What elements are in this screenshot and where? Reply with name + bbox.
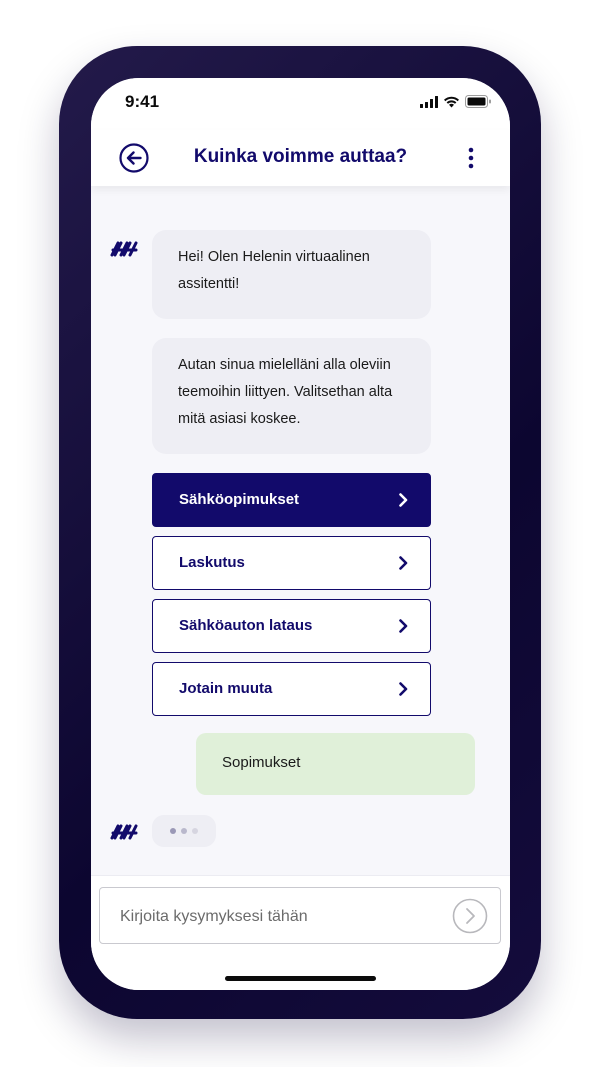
home-indicator (225, 976, 376, 981)
bot-message-text: Autan sinua mielelläni alla oleviin teemoihin liittyen. Valitsethan alta mitä asiasi koskee. (178, 357, 393, 427)
bot-message (152, 230, 431, 319)
phone-screen (91, 78, 510, 990)
user-message-text: Sopimukset (222, 754, 301, 771)
option-button-sahkoauton-lataus[interactable] (152, 599, 431, 653)
page-title: Kuinka voimme auttaa? (193, 146, 408, 167)
bot-message-text: Hei! Olen Helenin virtuaalinen assitentti! (178, 249, 370, 292)
wifi-icon (443, 96, 460, 108)
user-message (196, 733, 475, 795)
option-button-laskutus[interactable] (152, 536, 431, 590)
option-label: Sähköauton lataus (179, 617, 313, 634)
option-button-sahkosopimukset[interactable] (152, 473, 431, 527)
status-icons (420, 95, 492, 108)
option-label: Sähköopimukset (179, 491, 300, 508)
chevron-right-icon (398, 619, 408, 633)
send-icon[interactable] (452, 898, 488, 934)
typing-dot (170, 828, 176, 834)
helen-logo-icon (110, 240, 140, 258)
message-input-box (99, 887, 501, 944)
more-vertical-icon[interactable] (464, 146, 478, 170)
option-label: Laskutus (179, 554, 245, 571)
chevron-right-icon (398, 493, 408, 507)
option-label: Jotain muuta (179, 680, 273, 697)
status-time: 9:41 (125, 92, 160, 111)
composer (91, 875, 510, 990)
typing-indicator (152, 815, 216, 847)
chevron-right-icon (398, 556, 408, 570)
bot-message (152, 338, 431, 454)
chevron-right-icon (398, 682, 408, 696)
typing-dot (192, 828, 198, 834)
status-bar (91, 78, 510, 130)
battery-icon (465, 95, 492, 108)
message-input[interactable] (118, 903, 442, 931)
helen-logo-icon (110, 823, 140, 841)
typing-dot (181, 828, 187, 834)
app-header (91, 130, 510, 186)
signal-icon (420, 96, 438, 108)
option-button-jotain-muuta[interactable] (152, 662, 431, 716)
